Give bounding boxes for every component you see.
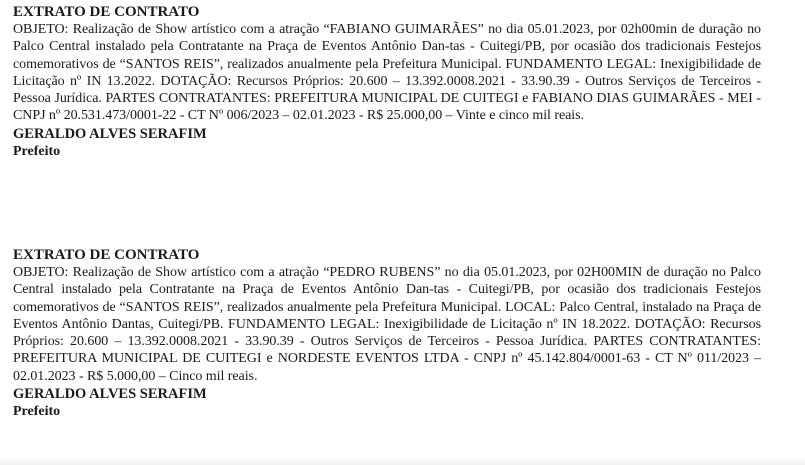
extract-body: OBJETO: Realização de Show artístico com a atração “PEDRO RUBENS” no dia 05.01.2023, por 02H00MIN de duração no Palco Central instalado pela Contratante na Praça de Eventos Antônio Dan-tas - Cuitegi/PB, por ocasião dos tradicionais Festejos comemorativos de “SANTOS REIS”, realizados anualmente pela Prefeitura Municipal. LOCAL: Palco Central, instalado na Praça de Eventos Antônio Dantas, Cuitegi/PB. FUNDAMENTO LEGAL: Inexigibilidade de Licitação nº IN 18.2022. DOTAÇÃO: Recursos Próprios: 20.600 – 13.392.0008.2021 - 33.90.39 - Outros Serviços de Terceiros - Pessoa Jurídica. PARTES CONTRATANTES: PREFEITURA MUNICIPAL DE CUITEGI e NORDESTE EVENTOS LTDA - CNPJ nº 45.142.804/0001-63 - CT Nº 011/2023 – 02.01.2023 - R$ 5.000,00 – Cinco mil reais. <box>13 265 761 384</box>
signer-name: GERALDO ALVES SERAFIM <box>13 386 207 403</box>
extract-title: EXTRATO DE CONTRATO <box>13 247 200 263</box>
signer-role: Prefeito <box>13 404 61 420</box>
extract-title: EXTRATO DE CONTRATO <box>13 4 200 20</box>
contract-extract-fabiano <box>13 3 761 160</box>
page-bottom-edge <box>0 456 805 465</box>
contract-extract-pedro <box>13 246 761 420</box>
signer-role: Prefeito <box>13 143 61 159</box>
extract-body: OBJETO: Realização de Show artístico com a atração “FABIANO GUIMARÃES” no dia 05.01.2023, por 02h00min de duração no Palco Central instalado pela Contratante na Praça de Eventos Antônio Dan-tas - Cuitegi/PB, por ocasião dos tradicionais Festejos comemorativos de “SANTOS REIS”, realizados anualmente pela Prefeitura Municipal. FUNDAMENTO LEGAL: Inexigibilidade de Licitação nº IN 13.2022. DOTAÇÃO: Recursos Próprios: 20.600 – 13.392.0008.2021 - 33.90.39 - Outros Serviços de Terceiros - Pessoa Jurídica. PARTES CONTRATANTES: PREFEITURA MUNICIPAL DE CUITEGI e FABIANO DIAS GUIMARÃES - MEI - CNPJ nº 20.531.473/0001-22 - CT Nº 006/2023 – 02.01.2023 - R$ 25.000,00 – Vinte e cinco mil reais. <box>13 22 761 124</box>
signer-name: GERALDO ALVES SERAFIM <box>13 125 207 142</box>
